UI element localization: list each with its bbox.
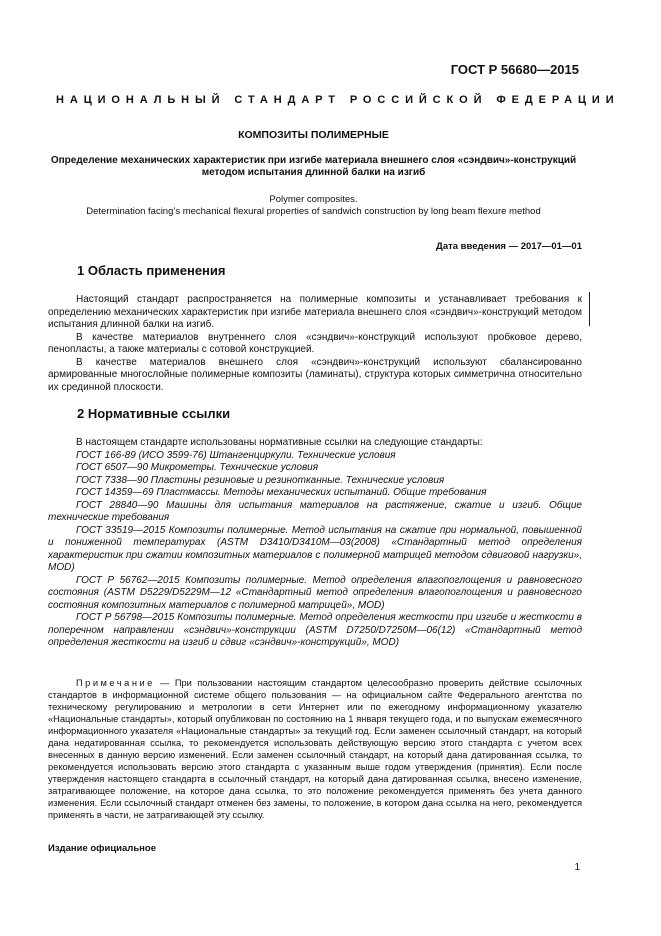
- english-title: [48, 194, 579, 218]
- english-title-line-2: Determination facing’s mechanical flexural properties of sandwich construction by long beam flexure method: [86, 206, 541, 217]
- reference-item: ГОСТ Р 56798—2015 Композиты полимерные. Метод определения жесткости при изгибе и жесткости в поперечном направлении «сэндвич»-конструкции (ASTM D7250/D7250M—06(12) «Стандартный метод определения жесткости на изгиб и сдвиг «сэндвич»-конструкций», MOD): [48, 612, 582, 648]
- reference-item: ГОСТ 7338—90 Пластины резиновые и резинотканные. Технические условия: [76, 474, 445, 486]
- page-number: 1: [574, 862, 580, 873]
- reference-item: ГОСТ 28840—90 Машины для испытания материалов на растяжение, сжатие и изгиб. Общие технические требования: [48, 499, 582, 523]
- change-bar: [589, 292, 590, 326]
- document-title: КОМПОЗИТЫ ПОЛИМЕРНЫЕ: [238, 129, 389, 141]
- note-text: — При пользовании настоящим стандартом целесообразно проверить действие ссылочных стандартов в информационной системе общего пользования — на официальном сайте Федерального агентства по техническому регулированию и метрологии в сети Интернет или по ежегодному информационному указателю «Национальные стандарты», который опубликован по состоянию на 1 января текущего года, и по выпускам ежемесячного информационного указателя «Национальные стандарты» за текущий год. Если заменен ссылочный стандарт, на который дана недатированная ссылка, то рекомендуется использовать действующую версию этого стандарта с учетом всех внесенных в данную версию изменений. Если заменен ссылочный стандарт, на который дана датированная ссылка, то рекомендуется использовать версию этого стандарта с указанным выше годом утверждения (принятия). Если после утверждения настоящего стандарта в ссылочный стандарт, на который дана датированная ссылка, внесено изменение, затрагивающее положение, на которое дана ссылка, то это положение рекомендуется применять без учета данного изменения. Если ссылочный стандарт отменен без замены, то положение, в котором дана ссылка на него, рекомендуется применять в части, не затрагивающей эту ссылку.: [48, 678, 582, 820]
- document-subtitle: Определение механических характеристик при изгибе материала внешнего слоя «сэндвич»-конструкций методом испытания длинной балки на изгиб: [50, 155, 577, 178]
- section-1-paragraph: В качестве материалов внешнего слоя «сэндвич»-конструкций используют сбалансированно армированные многослойные полимерные композиты (ламинаты), структура которых симметрична относительно их срединной плоскости.: [48, 356, 582, 393]
- section-2-heading: 2 Нормативные ссылки: [77, 406, 231, 421]
- section-1-heading: 1 Область применения: [77, 263, 226, 278]
- national-standard-title: НАЦИОНАЛЬНЫЙ СТАНДАРТ РОССИЙСКОЙ ФЕДЕРАЦИИ: [56, 94, 620, 106]
- section-1-paragraph: Настоящий стандарт распространяется на полимерные композиты и устанавливает требования к определению механических характеристик при изгибе материала внешнего слоя «сэндвич»-конструкций методом испытания длинной балки на изгиб.: [48, 294, 582, 330]
- reference-item: ГОСТ 33519—2015 Композиты полимерные. Метод испытания на сжатие при нормальной, повышенной и пониженной температурах (ASTM D3410/D3410M—03(2008) «Стандартный метод определения характеристик при сжатии композитных материалов с полимерной матрицей методом сдвиговой нагрузки», MOD): [48, 524, 582, 573]
- note-block: [48, 677, 582, 821]
- reference-item: ГОСТ Р 56762—2015 Композиты полимерные. Метод определения влагопоглощения и равновесного состояния (ASTM D5229/D5229M—12 «Стандартный метод определения влагопоглощения и равновесного состояния композитных материалов с полимерной матрицей», MOD): [48, 574, 582, 611]
- gost-number: ГОСТ Р 56680—2015: [450, 62, 579, 77]
- note-paragraph: [48, 677, 582, 821]
- reference-item: ГОСТ 6507—90 Микрометры. Технические условия: [76, 462, 319, 473]
- note-label: Примечание: [76, 678, 155, 688]
- reference-item: ГОСТ 14359—69 Пластмассы. Методы механических испытаний. Общие требования: [76, 487, 487, 498]
- english-title-line-1: Polymer composites.: [269, 194, 358, 205]
- section-1-paragraph: В качестве материалов внутреннего слоя «сэндвич»-конструкций используют пробковое дерево, пенопласты, а также материалы с сотовой конструкцией.: [48, 331, 582, 355]
- section-1-body: [48, 294, 582, 394]
- introduction-date: Дата введения — 2017—01—01: [436, 241, 582, 252]
- section-2-body: [48, 437, 582, 650]
- reference-item: ГОСТ 166-89 (ИСО 3599-76) Штангенциркули. Технические условия: [76, 449, 396, 461]
- section-2-intro: В настоящем стандарте использованы нормативные ссылки на следующие стандарты:: [76, 437, 483, 448]
- edition-label: Издание официальное: [48, 843, 156, 854]
